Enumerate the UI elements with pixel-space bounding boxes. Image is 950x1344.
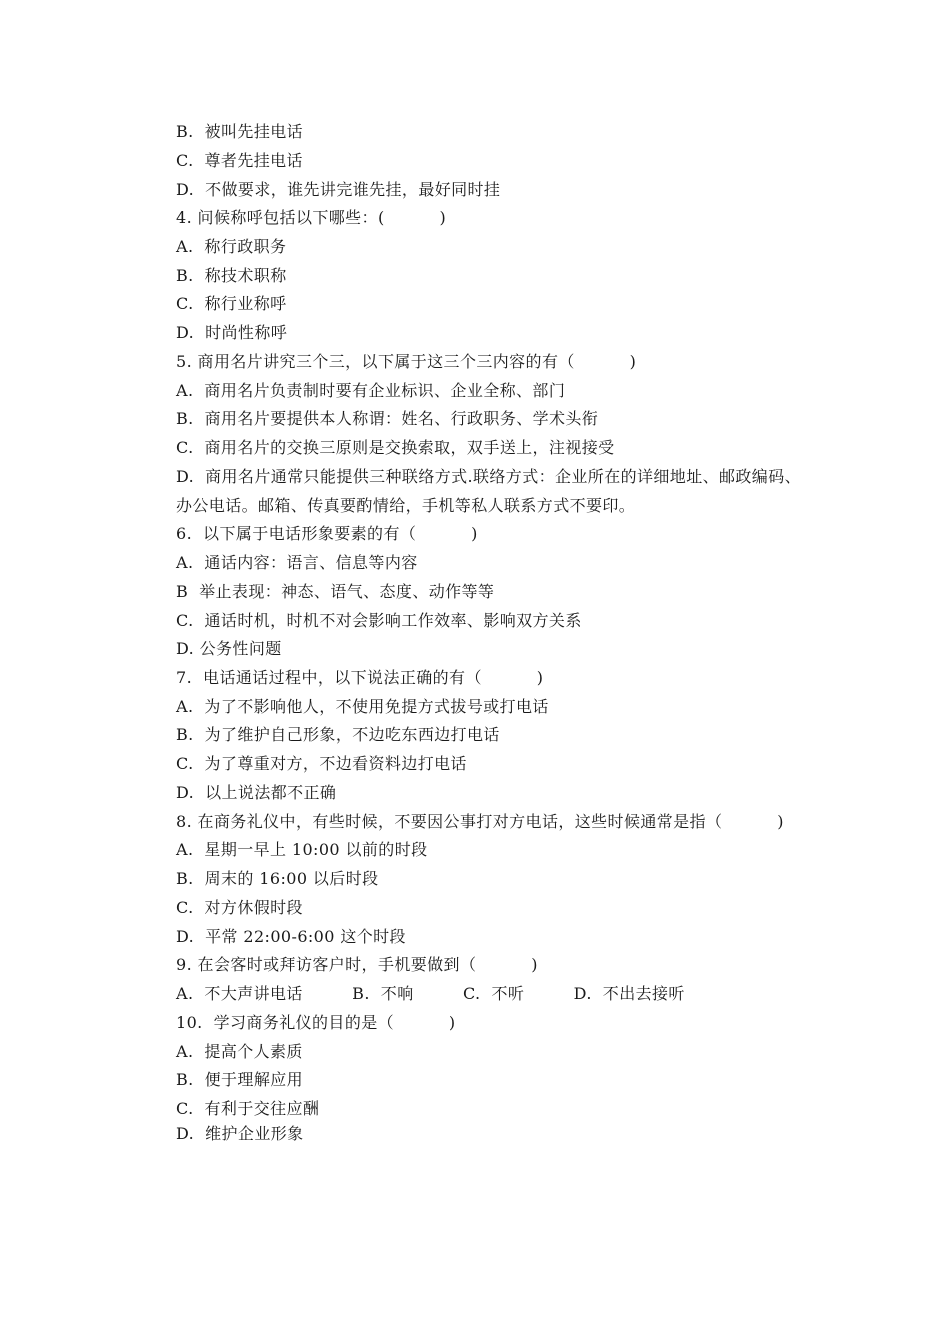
option-4d: D. 时尚性称呼 <box>176 323 288 342</box>
question-10: 10. 学习商务礼仪的目的是（ ) <box>176 1013 456 1032</box>
question-4: 4. 问候称呼包括以下哪些：( ) <box>176 208 447 227</box>
option-5b: B. 商用名片要提供本人称谓：姓名、行政职务、学术头衔 <box>176 409 599 428</box>
option-10d: D. 维护企业形象 <box>176 1124 304 1143</box>
option-10a: A. 提高个人素质 <box>176 1042 303 1061</box>
option-6d: D. 公务性问题 <box>176 639 282 658</box>
option-8c: C. 对方休假时段 <box>176 898 303 917</box>
option-6b: B 举止表现：神态、语气、态度、动作等等 <box>176 582 495 601</box>
option-4a: A. 称行政职务 <box>176 237 287 256</box>
option-5c: C. 商用名片的交换三原则是交换索取，双手送上，注视接受 <box>176 438 615 457</box>
option-3c: C. 尊者先挂电话 <box>176 151 303 170</box>
option-3b: B. 被叫先挂电话 <box>176 122 304 141</box>
question-8: 8. 在商务礼仪中，有些时候，不要因公事打对方电话，这些时候通常是指（ ) <box>176 812 784 831</box>
question-5: 5. 商用名片讲究三个三，以下属于这三个三内容的有（ ) <box>176 352 637 371</box>
option-5d-continued: 办公电话。邮箱、传真要酌情给，手机等私人联系方式不要印。 <box>176 496 636 515</box>
option-7d: D. 以上说法都不正确 <box>176 783 337 802</box>
option-5d: D. 商用名片通常只能提供三种联络方式.联络方式：企业所在的详细地址、邮政编码、 <box>176 467 802 486</box>
options-9: A. 不大声讲电话 B. 不响 C. 不听 D. 不出去接听 <box>176 984 685 1003</box>
option-3d: D. 不做要求，谁先讲完谁先挂，最好同时挂 <box>176 180 501 199</box>
option-5a: A. 商用名片负责制时要有企业标识、企业全称、部门 <box>176 381 566 400</box>
option-7b: B. 为了维护自己形象，不边吃东西边打电话 <box>176 725 500 744</box>
question-6: 6. 以下属于电话形象要素的有（ ) <box>176 524 478 543</box>
option-10c: C. 有利于交往应酬 <box>176 1099 320 1118</box>
question-9: 9. 在会客时或拜访客户时，手机要做到（ ) <box>176 955 538 974</box>
option-7a: A. 为了不影响他人，不使用免提方式拔号或打电话 <box>176 697 549 716</box>
option-8a: A. 星期一早上 10:00 以前的时段 <box>176 840 428 859</box>
option-8d: D. 平常 22:00-6:00 这个时段 <box>176 927 406 946</box>
option-4c: C. 称行业称呼 <box>176 294 287 313</box>
option-6a: A. 通话内容：语言、信息等内容 <box>176 553 418 572</box>
option-8b: B. 周末的 16:00 以后时段 <box>176 869 379 888</box>
option-4b: B. 称技术职称 <box>176 266 287 285</box>
option-6c: C. 通话时机，时机不对会影响工作效率、影响双方关系 <box>176 611 582 630</box>
option-10b: B. 便于理解应用 <box>176 1070 304 1089</box>
option-7c: C. 为了尊重对方，不边看资料边打电话 <box>176 754 467 773</box>
question-7: 7. 电话通话过程中，以下说法正确的有（ ) <box>176 668 544 687</box>
